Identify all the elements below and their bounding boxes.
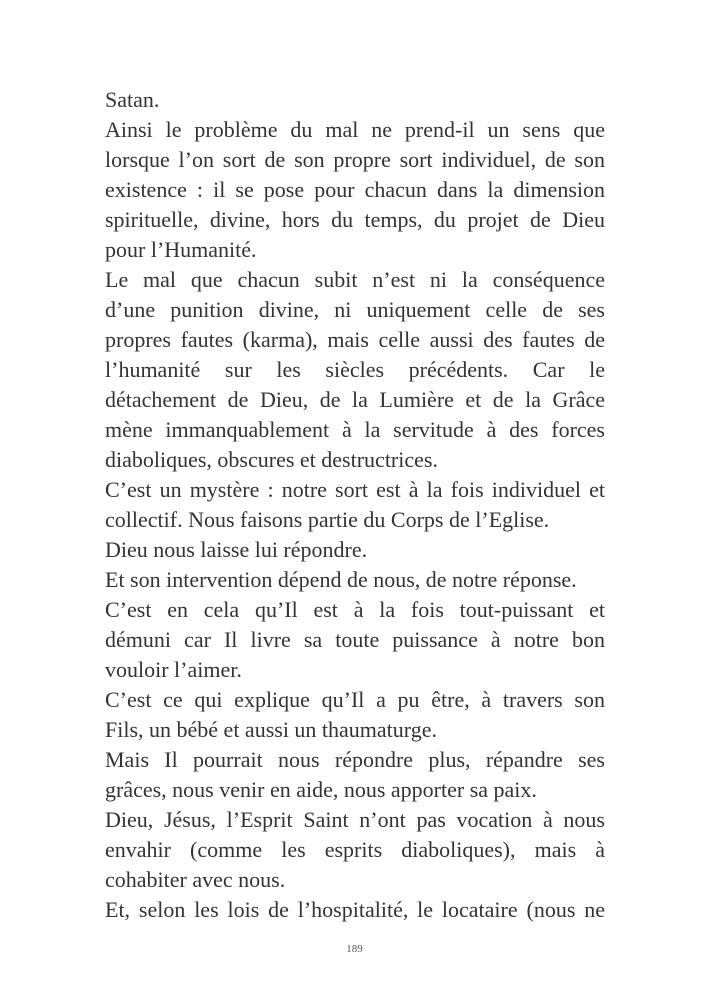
paragraph [105,535,605,565]
paragraph [105,565,605,595]
text-line: grâces, nous venir en aide, nous apporter sa paix. [105,777,537,802]
text-line: C’est en cela qu’Il est à la fois tout-puissant et [105,597,605,622]
paragraph [105,595,605,685]
paragraph [105,745,605,805]
text-line: spirituelle, divine, hors du temps, du projet de Dieu [105,207,605,232]
paragraph [105,265,605,475]
page-number: 189 [346,943,363,955]
text-line: lorsque l’on sort de son propre sort individuel, de son [105,147,605,172]
text-line: C’est un mystère : notre sort est à la fois individuel et [105,477,605,502]
text-line: Ainsi le problème du mal ne prend-il un sens que [105,117,605,142]
text-line: cohabiter avec nous. [105,867,286,892]
text-line: Le mal que chacun subit n’est ni la conséquence [105,267,605,292]
text-line: pour l’Humanité. [105,237,257,262]
text-line: C’est ce qui explique qu’Il a pu être, à travers son [105,687,605,712]
paragraph [105,475,605,535]
text-line: diaboliques, obscures et destructrices. [105,447,438,472]
text-line: Et, selon les lois de l’hospitalité, le locataire (nous ne [105,897,605,922]
text-line: Satan. [105,87,160,112]
text-line: Mais Il pourrait nous répondre plus, répandre ses [105,747,605,772]
text-line: vouloir l’aimer. [105,657,242,682]
text-line: collectif. Nous faisons partie du Corps de l’Eglise. [105,507,550,532]
paragraph [105,895,605,925]
text-line: existence : il se pose pour chacun dans la dimension [105,177,605,202]
paragraph [105,685,605,745]
text-line: propres fautes (karma), mais celle aussi des fautes de [105,327,605,352]
text-line: mène immanquablement à la servitude à des forces [105,417,605,442]
text-line: d’une punition divine, ni uniquement celle de ses [105,297,605,322]
text-line: l’humanité sur les siècles précédents. Car le [105,357,605,382]
paragraph [105,115,605,265]
paragraph [105,85,605,115]
text-line: démuni car Il livre sa toute puissance à notre bon [105,627,605,652]
text-line: Dieu nous laisse lui répondre. [105,537,368,562]
paragraph [105,805,605,895]
page-body [105,85,605,925]
text-line: Et son intervention dépend de nous, de notre réponse. [105,567,577,592]
text-line: Dieu, Jésus, l’Esprit Saint n’ont pas vocation à nous [105,807,605,832]
text-line: Fils, un bébé et aussi un thaumaturge. [105,717,437,742]
text-line: envahir (comme les esprits diaboliques), mais à [105,837,605,862]
text-line: détachement de Dieu, de la Lumière et de la Grâce [105,387,605,412]
